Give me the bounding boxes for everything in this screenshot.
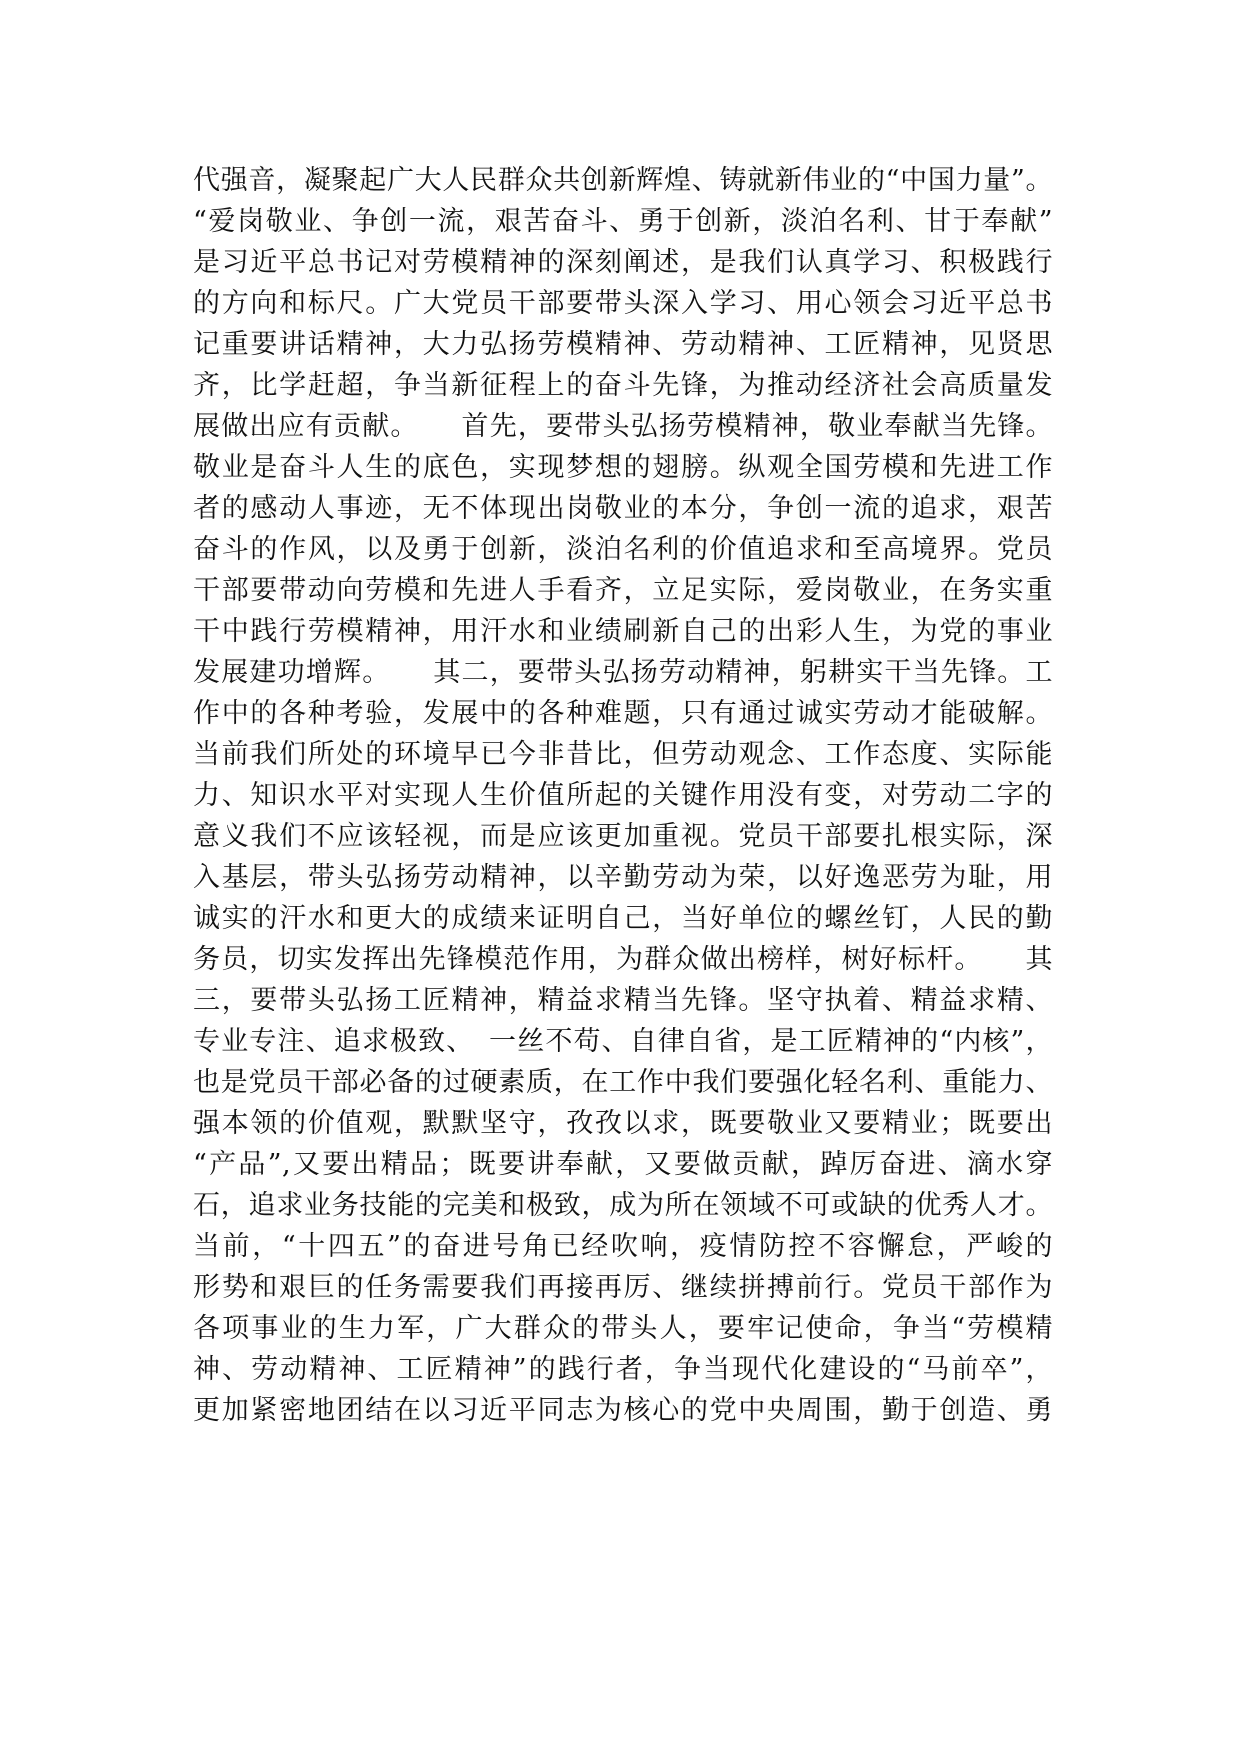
text-line: 形势和艰巨的任务需要我们再接再厉、继续拼搏前行。党员干部作为: [193, 1272, 1053, 1303]
text-line: 展做出应有贡献。 首先，要带头弘扬劳模精神，敬业奉献当先锋。: [193, 411, 1053, 442]
text-line: 诚实的汗水和更大的成绩来证明自己，当好单位的螺丝钉，人民的勤: [193, 903, 1053, 934]
text-line: 干中践行劳模精神，用汗水和业绩刷新自己的出彩人生，为党的事业: [193, 616, 1053, 647]
text-line: 务员，切实发挥出先锋模范作用，为群众做出榜样，树好标杆。 其: [193, 944, 1053, 975]
text-line: 敬业是奋斗人生的底色，实现梦想的翅膀。纵观全国劳模和先进工作: [193, 452, 1053, 483]
body-text: [193, 160, 1053, 1431]
text-line: 三，要带头弘扬工匠精神，精益求精当先锋。坚守执着、精益求精、: [193, 985, 1053, 1016]
text-line: 也是党员干部必备的过硬素质，在工作中我们要强化轻名利、重能力、: [193, 1067, 1053, 1098]
text-line: 石，追求业务技能的完美和极致，成为所在领域不可或缺的优秀人才。: [193, 1190, 1053, 1221]
text-line: 各项事业的生力军，广大群众的带头人，要牢记使命，争当“劳模精: [193, 1313, 1053, 1344]
text-line: 的方向和标尺。广大党员干部要带头深入学习、用心领会习近平总书: [193, 288, 1053, 319]
text-line: 专业专注、追求极致、 一丝不苟、自律自省，是工匠精神的“内核”，: [193, 1026, 1053, 1057]
text-line: 当前我们所处的环境早已今非昔比，但劳动观念、工作态度、实际能: [193, 739, 1053, 770]
text-line: 作中的各种考验，发展中的各种难题，只有通过诚实劳动才能破解。: [193, 698, 1053, 729]
text-line: 更加紧密地团结在以习近平同志为核心的党中央周围，勤于创造、勇: [193, 1395, 1053, 1426]
text-line: 奋斗的作风，以及勇于创新，淡泊名利的价值追求和至高境界。党员: [193, 534, 1053, 565]
text-line: 发展建功增辉。 其二，要带头弘扬劳动精神，躬耕实干当先锋。工: [193, 657, 1053, 688]
text-line: 当前，“十四五”的奋进号角已经吹响，疫情防控不容懈怠，严峻的: [193, 1231, 1053, 1262]
text-line: 神、劳动精神、工匠精神”的践行者，争当现代化建设的“马前卒”，: [193, 1354, 1053, 1385]
text-line: 者的感动人事迹，无不体现出岗敬业的本分，争创一流的追求，艰苦: [193, 493, 1053, 524]
text-line: “产品”,又要出精品；既要讲奉献，又要做贡献，踔厉奋进、滴水穿: [193, 1149, 1053, 1180]
text-line: 强本领的价值观，默默坚守，孜孜以求，既要敬业又要精业；既要出: [193, 1108, 1053, 1139]
text-line: 意义我们不应该轻视，而是应该更加重视。党员干部要扎根实际，深: [193, 821, 1053, 852]
text-line: 是习近平总书记对劳模精神的深刻阐述，是我们认真学习、积极践行: [193, 247, 1053, 278]
text-line: 入基层，带头弘扬劳动精神，以辛勤劳动为荣，以好逸恶劳为耻，用: [193, 862, 1053, 893]
text-line: 干部要带动向劳模和先进人手看齐，立足实际，爱岗敬业，在务实重: [193, 575, 1053, 606]
text-line: 代强音，凝聚起广大人民群众共创新辉煌、铸就新伟业的“中国力量”。: [193, 165, 1053, 196]
text-line: 力、知识水平对实现人生价值所起的关键作用没有变，对劳动二字的: [193, 780, 1053, 811]
text-line: 齐，比学赶超，争当新征程上的奋斗先锋，为推动经济社会高质量发: [193, 370, 1053, 401]
text-line: 记重要讲话精神，大力弘扬劳模精神、劳动精神、工匠精神，见贤思: [193, 329, 1053, 360]
text-line: “爱岗敬业、争创一流，艰苦奋斗、勇于创新，淡泊名利、甘于奉献”: [193, 206, 1053, 237]
